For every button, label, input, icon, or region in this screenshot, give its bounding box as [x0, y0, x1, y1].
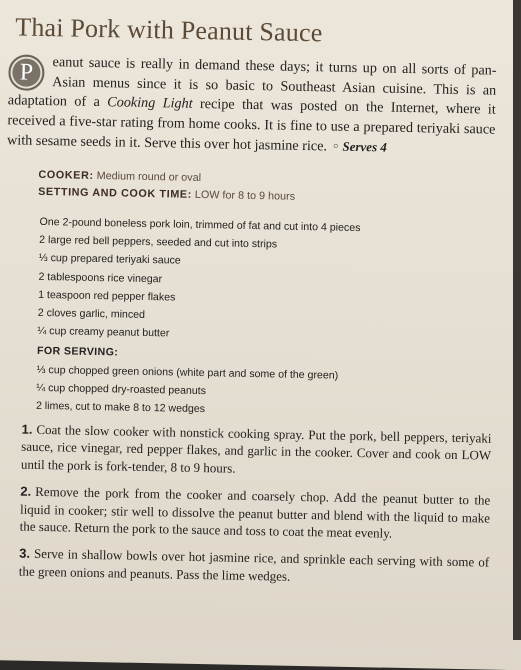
drop-cap: P — [8, 54, 45, 91]
serving-item: ⅓ cup chopped green onions (white part and some of the green) — [36, 363, 339, 382]
step-3 — [19, 545, 490, 589]
ingredient-item: One 2-pound boneless pork loin, trimmed of fat and cut into 4 pieces — [39, 215, 361, 235]
cooker-info — [38, 167, 296, 206]
intro-source: Cooking Light — [107, 94, 193, 113]
book-edge — [513, 0, 521, 640]
serving-item: 2 limes, cut to make 8 to 12 wedges — [35, 400, 206, 416]
serves-count: Serves 4 — [342, 139, 387, 155]
ingredient-item: 2 cloves garlic, minced — [37, 306, 146, 321]
step-2 — [20, 483, 491, 544]
serving-item: ¼ cup chopped dry-roasted peanuts — [36, 382, 207, 398]
recipe-intro — [7, 52, 497, 160]
cook-time-line — [38, 184, 295, 206]
cooker-label: COOKER: — [38, 168, 94, 182]
step-number: 2. — [20, 483, 32, 500]
ingredient-item: ¼ cup creamy peanut butter — [37, 325, 170, 340]
step-text: Coat the slow cooker with nonstick cooking spray. Put the pork, bell peppers, teriyaki sauce, rice vinegar, red pepper flakes, and garlic in the cooker. Cover and cook on LOW until the pork is fork-tender, 8 to 9 hours. — [20, 421, 492, 476]
recipe-title: Thai Pork with Peanut Sauce — [15, 12, 323, 48]
step-1 — [21, 421, 492, 482]
ingredient-item: 2 large red bell peppers, seeded and cut into strips — [39, 234, 278, 251]
ingredient-item: ⅓ cup prepared teriyaki sauce — [38, 252, 181, 268]
for-serving-heading: FOR SERVING: — [36, 344, 119, 359]
bullet-icon: ○ — [332, 140, 339, 152]
step-text: Serve in shallow bowls over hot jasmine rice, and sprinkle each serving with some of the green onions and peanuts. Pass the lime wedges. — [18, 546, 490, 584]
step-text: Remove the pork from the cooker and coarsely chop. Add the peanut butter to the liquid in cooker; stir well to dissolve the peanut butter and blend with the liquid to make the sauce. Return the pork to the sauce and toss to coat the meat evenly. — [19, 484, 491, 541]
cook-time-value: LOW for 8 to 9 hours — [194, 188, 296, 203]
serving-list — [36, 361, 339, 421]
ingredient-item: 2 tablespoons rice vinegar — [38, 270, 163, 285]
cooker-value: Medium round or oval — [96, 170, 202, 185]
intro-text-tail: recipe that was posted on the Internet, where it received a five-star rating from home cooks. It is fine to use a prepared teriyaki sauce with sesame seeds in it. Serve this over hot jasmine rice. — [6, 96, 496, 155]
recipe-steps — [18, 421, 491, 599]
cook-time-label: SETTING AND COOK TIME: — [38, 185, 192, 201]
step-number: 3. — [19, 546, 31, 562]
ingredient-list — [37, 213, 360, 347]
intro-text-lead: eanut sauce is really in demand these days; it turns up on all sorts of pan-Asian menus since it is so basic to Southeast Asian cuisine. This is an adaptation of a — [7, 54, 497, 111]
ingredient-item: 1 teaspoon red pepper flakes — [38, 288, 176, 304]
step-number: 1. — [21, 421, 33, 437]
